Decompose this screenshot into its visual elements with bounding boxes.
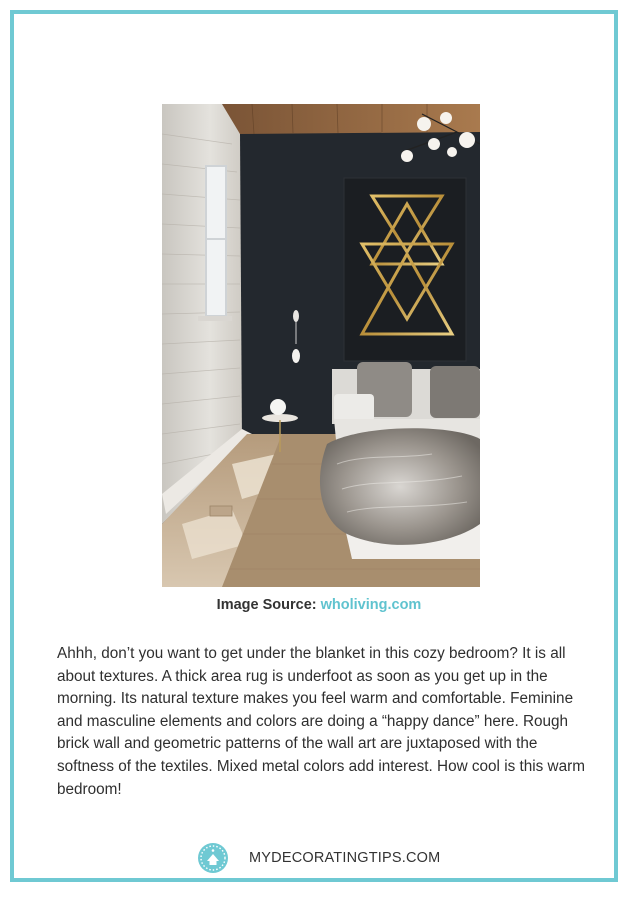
body-paragraph: Ahhh, don’t you want to get under the blanket in this cozy bedroom? It is all about textures. A thick area rug is underfoot as soon as you get up in the morning. Its natural texture makes you feel warm and comfortable. Feminine and masculine elements and colors are doing a “happy dance” here. Rough brick wall and geometric patterns of the wall art are juxtaposed with the softness of the textiles. Mixed metal colors add interest. How cool is this warm bedroom!	[57, 645, 585, 798]
caption-label: Image Source:	[216, 597, 317, 613]
bedroom-photo	[162, 104, 480, 587]
footer	[0, 840, 638, 880]
site-name[interactable]: MYDECORATINGTIPS.COM	[249, 850, 441, 866]
image-source-link[interactable]: wholiving.com	[320, 597, 422, 613]
image-caption	[0, 597, 638, 613]
dotted-circle-logo-icon	[197, 842, 229, 874]
